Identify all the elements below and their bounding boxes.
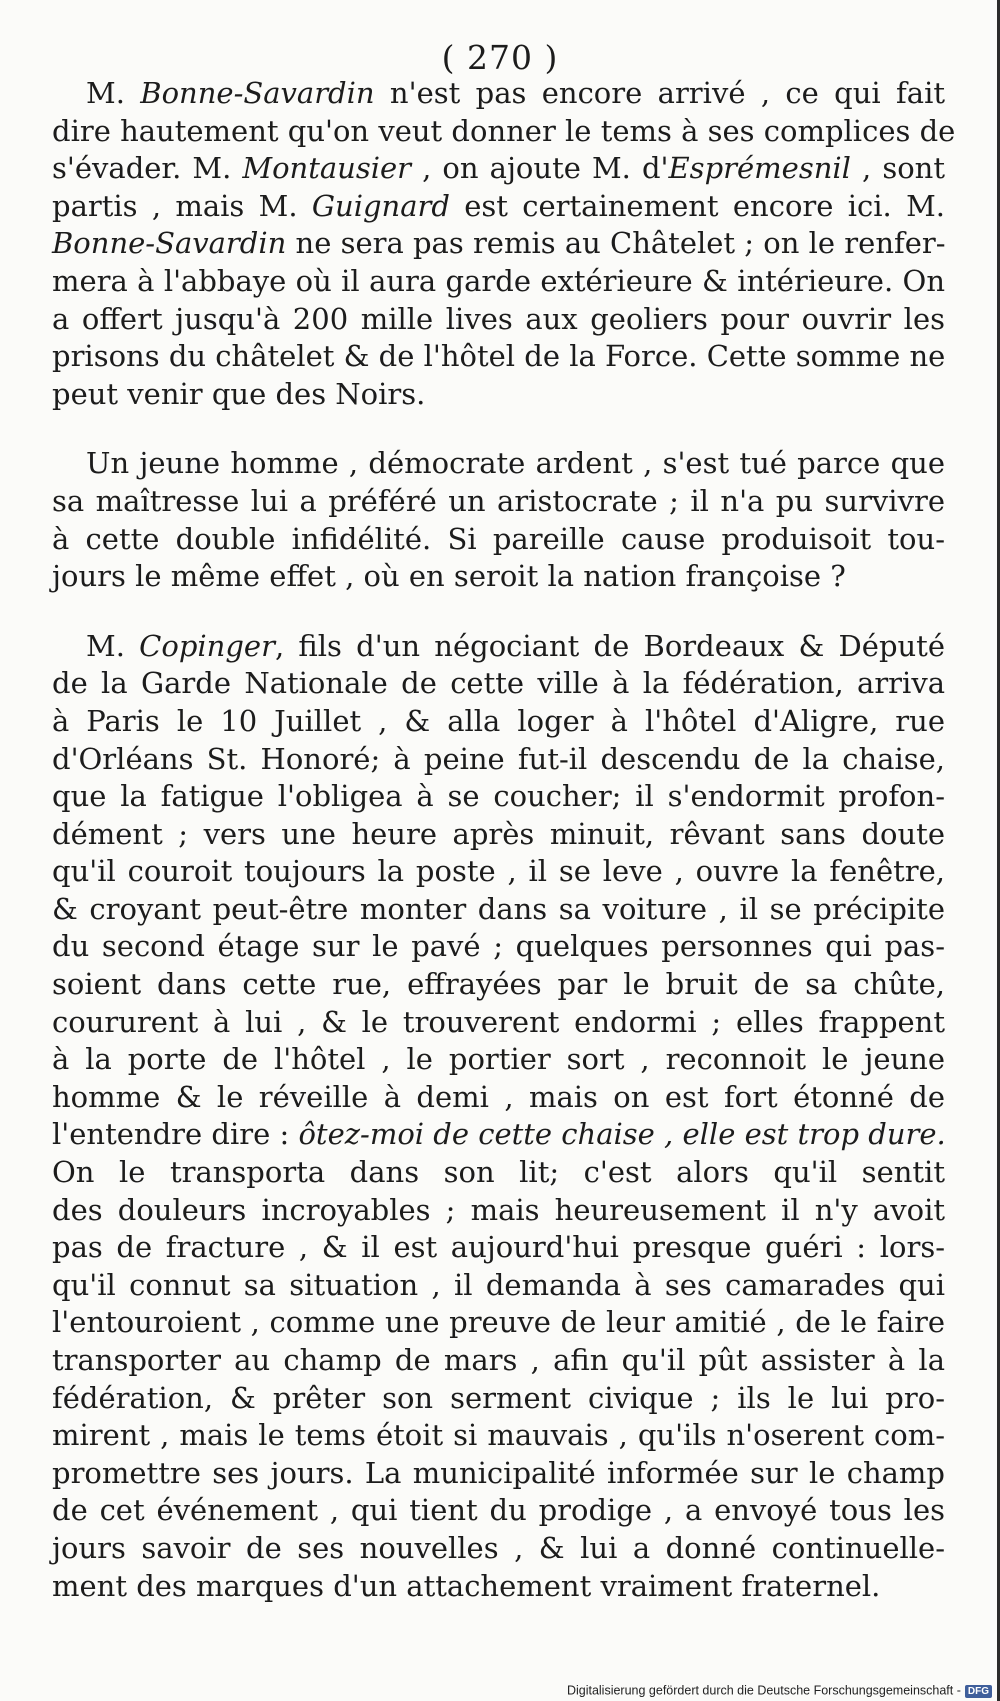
text-line xyxy=(52,1492,945,1530)
text-segment: est certainement encore ici. M. xyxy=(449,188,945,223)
text-segment: transporter au champ de mars , afin qu'il pût assister à la xyxy=(52,1343,945,1377)
text-segment: promettre ses jours. La municipalité informée sur le champ xyxy=(52,1455,945,1490)
text-line xyxy=(52,628,945,666)
text-segment: , on ajoute M. d' xyxy=(411,151,669,186)
text-segment: ment des marques d'un attachement vraiment fraternel. xyxy=(52,1568,881,1603)
text-segment: de la Garde Nationale de cette ville à la fédération, arriva xyxy=(52,666,945,701)
text-line xyxy=(52,1267,945,1305)
italic-text: Bonne-Savardin xyxy=(52,226,287,261)
text-line xyxy=(52,741,945,779)
body-text xyxy=(52,75,956,1605)
text-segment: , fils d'un négociant de Bordeaux & Député xyxy=(274,628,945,663)
text-segment: coururent à lui , & le trouverent endormi ; elles frappent xyxy=(52,1004,945,1039)
text-line xyxy=(52,703,945,741)
text-segment: qu'il couroit toujours la poste , il se leve , ouvre la fenêtre, xyxy=(52,854,945,889)
text-segment: On le transporta dans son lit; c'est alors qu'il sentit xyxy=(52,1155,945,1190)
text-line xyxy=(52,1192,945,1230)
text-line xyxy=(52,1342,945,1380)
digitization-footer xyxy=(567,1683,992,1698)
text-line xyxy=(52,1041,945,1079)
text-line xyxy=(52,1417,945,1455)
text-segment: mera à l'abbaye où il aura garde extérieure & intérieure. On xyxy=(52,263,945,298)
text-segment: dire hautement qu'on veut donner le tems à ses complices de xyxy=(52,113,956,148)
text-line xyxy=(52,376,945,414)
text-line xyxy=(52,1004,945,1042)
text-segment: jours savoir de ses nouvelles , & lui a donné continuelle- xyxy=(52,1530,945,1565)
text-segment: mirent , mais le tems étoit si mauvais , qu'ils n'oserent com- xyxy=(52,1418,945,1453)
text-segment: s'évader. M. xyxy=(52,151,243,186)
text-segment: , sont xyxy=(850,151,945,186)
italic-text: Copinger xyxy=(139,628,275,663)
paragraph-gap xyxy=(52,413,945,445)
italic-text: Montausier xyxy=(242,151,412,186)
text-line xyxy=(52,188,945,226)
text-line xyxy=(52,1304,945,1342)
text-segment: homme & le réveille à demi , mais on est fort étonné de xyxy=(52,1079,945,1114)
text-line xyxy=(52,150,945,188)
text-segment: que la fatigue l'obligea à se coucher; il s'endormit profon- xyxy=(52,779,945,814)
text-segment: jours le même effet , où en seroit la nation françoise ? xyxy=(52,559,846,594)
italic-text: Bonne-Savardin xyxy=(140,76,375,110)
text-segment: dément ; vers une heure après minuit, rêvant sans doute xyxy=(52,816,945,851)
paragraph-gap xyxy=(52,596,945,628)
text-segment: ne sera pas remis au Châtelet ; on le renfer- xyxy=(286,226,946,261)
text-line xyxy=(52,1380,945,1418)
text-line xyxy=(52,263,945,301)
text-line xyxy=(52,966,945,1004)
text-line xyxy=(52,1530,945,1568)
text-segment: n'est pas encore arrivé , ce qui fait xyxy=(374,76,945,110)
text-segment: des douleurs incroyables ; mais heureusement il n'y avoit xyxy=(52,1192,945,1227)
page-number: ( 270 ) xyxy=(441,38,559,77)
text-line xyxy=(52,558,945,596)
text-line xyxy=(52,113,956,151)
text-line xyxy=(52,338,945,376)
text-segment: à Paris le 10 Juillet , & alla loger à l'hôtel d'Aligre, rue xyxy=(52,703,945,738)
text-segment: d'Orléans St. Honoré; à peine fut-il descendu de la chaise, xyxy=(52,741,945,776)
text-line xyxy=(52,1079,945,1117)
text-line xyxy=(52,1568,945,1606)
text-segment: soient dans cette rue, effrayées par le bruit de sa chûte, xyxy=(52,967,945,1002)
dfg-logo: DFG xyxy=(965,1685,992,1698)
text-line xyxy=(52,1154,945,1192)
text-segment: l'entouroient , comme une preuve de leur amitié , de le faire xyxy=(52,1305,945,1340)
text-segment: Un jeune homme , démocrate ardent , s'est tué parce que xyxy=(86,446,945,481)
paragraph xyxy=(52,628,945,1605)
text-line xyxy=(52,1229,945,1267)
text-line xyxy=(52,665,945,703)
footer-credit: Digitalisierung gefördert durch die Deutsche Forschungsgemeinschaft - xyxy=(566,1684,961,1698)
text-segment: pas de fracture , & il est aujourd'hui presque guéri : lors- xyxy=(52,1230,945,1265)
text-line xyxy=(52,891,945,929)
text-segment: a offert jusqu'à 200 mille lives aux geoliers pour ouvrir les xyxy=(52,301,945,336)
text-line xyxy=(52,928,945,966)
text-line xyxy=(52,778,945,816)
text-line xyxy=(52,853,945,891)
text-segment: l'entendre dire : xyxy=(52,1117,299,1152)
text-line xyxy=(52,521,945,559)
text-segment: qu'il connut sa situation , il demanda à ses camarades qui xyxy=(52,1267,945,1302)
italic-text: ôtez-moi de cette chaise , elle est trop dure. xyxy=(298,1117,946,1152)
text-line xyxy=(52,483,945,521)
text-segment: & croyant peut-être monter dans sa voiture , il se précipite xyxy=(52,891,945,926)
text-line xyxy=(52,1455,945,1493)
text-line xyxy=(52,225,945,263)
text-segment: peut venir que des Noirs. xyxy=(52,376,426,411)
text-segment: de cet événement , qui tient du prodige , a envoyé tous les xyxy=(52,1493,945,1528)
text-segment: M. xyxy=(86,628,140,663)
text-segment: sa maîtresse lui a préféré un aristocrate ; il n'a pu survivre xyxy=(52,483,945,518)
text-segment: à cette double infidélité. Si pareille cause produisoit tou- xyxy=(52,521,945,556)
text-segment: partis , mais M. xyxy=(52,188,312,223)
text-line xyxy=(52,75,945,113)
text-line xyxy=(52,301,945,339)
text-segment: à la porte de l'hôtel , le portier sort , reconnoit le jeune xyxy=(52,1042,945,1077)
italic-text: Esprémesnil xyxy=(668,151,851,186)
text-segment: du second étage sur le pavé ; quelques personnes qui pas- xyxy=(52,929,945,964)
text-segment: prisons du châtelet & de l'hôtel de la Force. Cette somme ne xyxy=(52,339,946,374)
paragraph xyxy=(52,75,956,413)
text-segment: fédération, & prêter son serment civique ; ils le lui pro- xyxy=(52,1380,945,1415)
text-line xyxy=(52,816,945,854)
text-line xyxy=(52,1116,945,1154)
italic-text: Guignard xyxy=(311,188,450,223)
text-segment: M. xyxy=(86,76,141,110)
paragraph xyxy=(52,445,945,595)
text-line xyxy=(52,445,945,483)
